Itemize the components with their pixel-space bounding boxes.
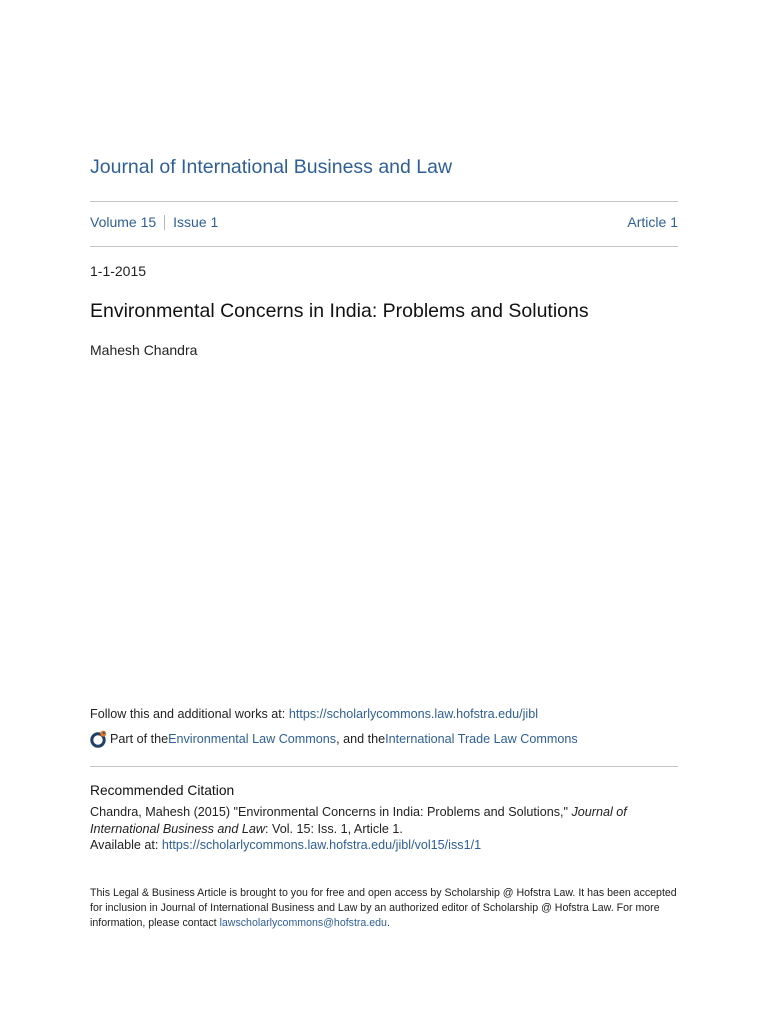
follow-prefix: Follow this and additional works at: [90, 707, 289, 721]
access-notice-text: This Legal & Business Article is brought to you for free and open access by Scholarship @ Hofstra Law. It has been accepted for inclusion in Journal of International Business and Law by an authorized editor of Scholarship @ Hofstra Law. For more information, please contact [90, 887, 677, 929]
part-of-line [90, 730, 578, 748]
author-name: Mahesh Chandra [90, 342, 198, 358]
available-at-line [90, 838, 481, 852]
citation-end: : Vol. 15: Iss. 1, Article 1. [265, 822, 403, 836]
journal-title[interactable]: Journal of International Business and Law [90, 156, 453, 178]
part-of-middle: , and the [336, 732, 386, 746]
publication-date: 1-1-2015 [90, 263, 147, 279]
citation-text [90, 804, 680, 838]
citation-journal: Journal of International Business and Law [90, 805, 627, 836]
article-url-link[interactable]: https://scholarlycommons.law.hofstra.edu/jibl/vol15/iss1/1 [161, 838, 482, 852]
issue-breadcrumb [90, 214, 218, 230]
network-commons-icon [90, 730, 108, 748]
article-number-link[interactable]: Article 1 [627, 214, 678, 230]
volume-link[interactable]: Volume 15 [90, 214, 157, 230]
available-prefix: Available at: [90, 838, 162, 852]
issue-row [90, 214, 678, 230]
citation-start: Chandra, Mahesh (2015) "Environmental Concerns in India: Problems and Solutions," [90, 805, 572, 819]
divider-top [90, 201, 678, 202]
divider-citation [90, 766, 678, 767]
part-of-prefix: Part of the [110, 732, 169, 746]
divider-bottom [90, 246, 678, 247]
access-notice [90, 886, 680, 931]
collection-url-link[interactable]: https://scholarlycommons.law.hofstra.edu/jibl [288, 707, 538, 721]
article-title: Environmental Concerns in India: Problems and Solutions [90, 300, 589, 322]
environmental-law-commons-link[interactable]: Environmental Law Commons [168, 732, 337, 746]
recommended-citation-heading: Recommended Citation [90, 783, 235, 798]
follow-line [90, 707, 538, 721]
access-notice-end: . [386, 917, 390, 929]
issue-link[interactable]: Issue 1 [173, 214, 219, 230]
breadcrumb-separator [164, 215, 165, 230]
contact-email-link[interactable]: lawscholarlycommons@hofstra.edu [219, 917, 387, 929]
international-trade-law-commons-link[interactable]: International Trade Law Commons [385, 732, 578, 746]
